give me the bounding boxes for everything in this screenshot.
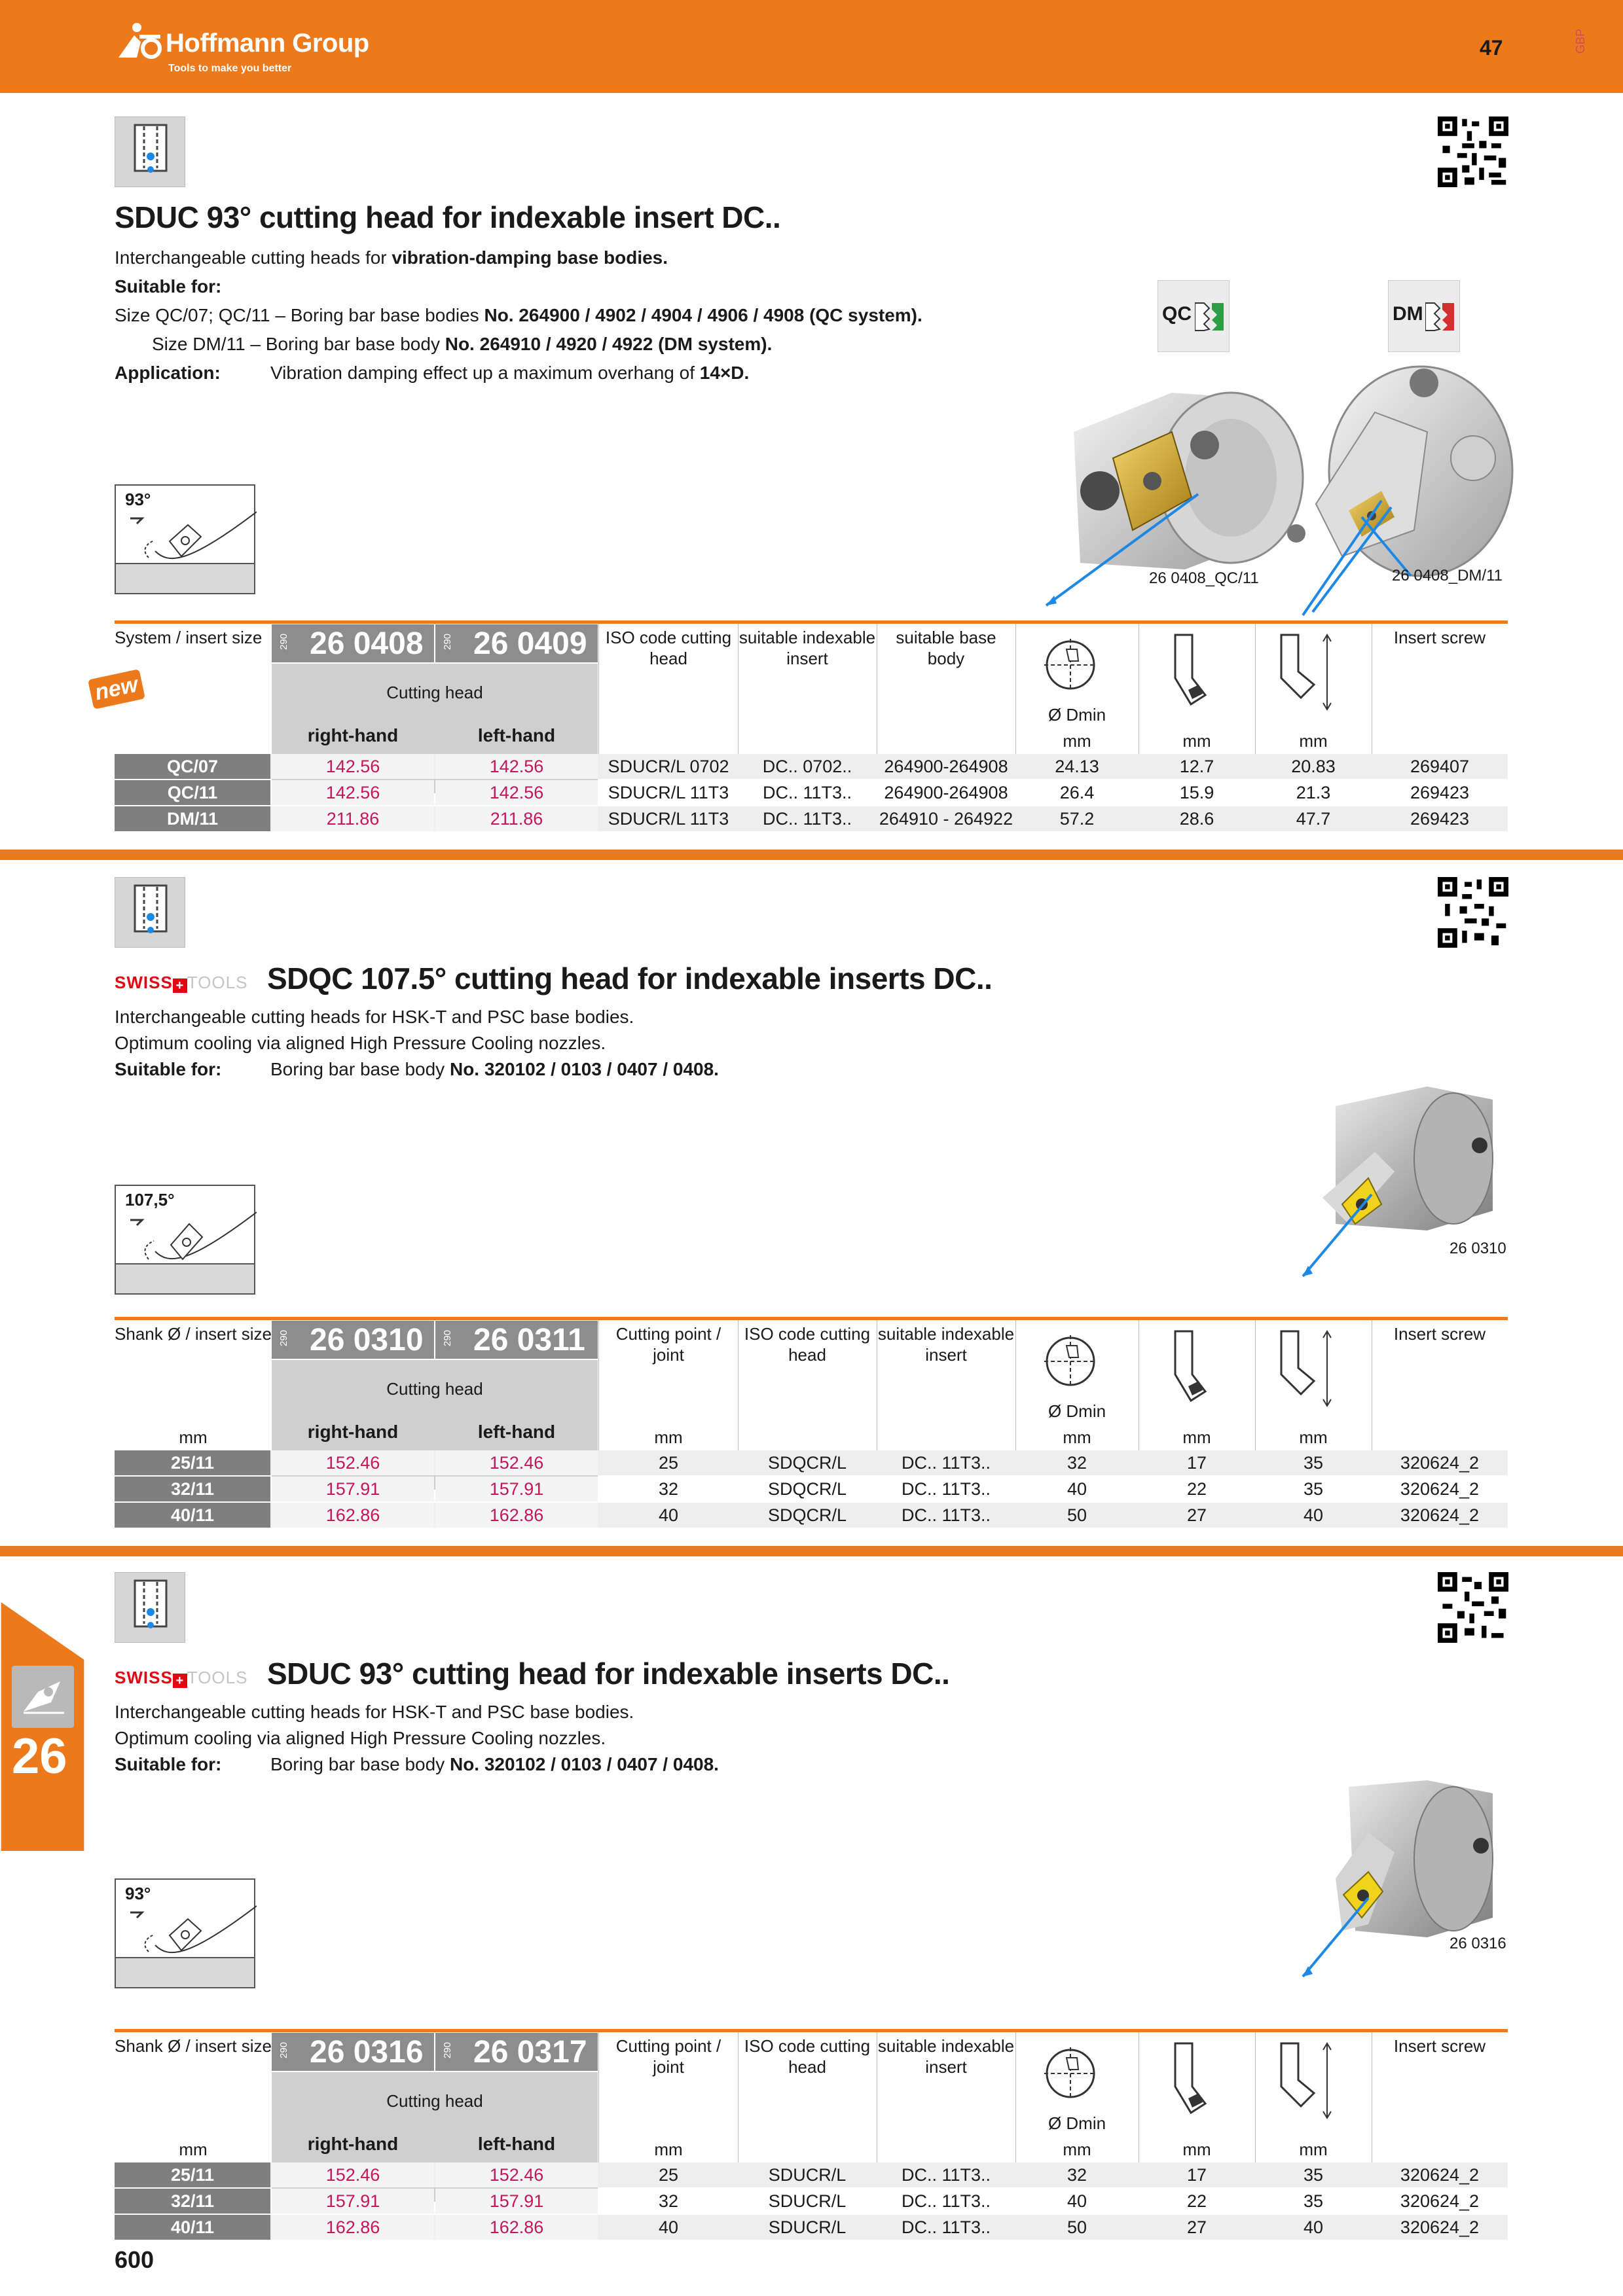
th-left-hand: left-hand bbox=[477, 725, 556, 745]
th-cutting-head: Cutting head bbox=[386, 683, 483, 702]
price-right: 162.86 bbox=[272, 2215, 434, 2240]
cutting-point: 25 bbox=[658, 1453, 679, 1473]
price-right: 162.86 bbox=[272, 1503, 434, 1528]
section-divider bbox=[0, 1546, 1623, 1556]
th-mm-a: mm bbox=[1182, 731, 1211, 751]
iso-code: SDQCR/L bbox=[767, 1505, 847, 1525]
art-prefix: 290 bbox=[442, 2041, 454, 2059]
article-number-1: 26 0310 bbox=[310, 1323, 424, 1357]
brand-tools: TOOLS bbox=[187, 973, 248, 992]
section1-application-label: Application: bbox=[115, 363, 221, 383]
article-number-2: 26 0317 bbox=[473, 2035, 587, 2070]
brand-swiss: SWISS bbox=[115, 1668, 173, 1687]
head-length-icon bbox=[1162, 1329, 1228, 1414]
price-left: 142.56 bbox=[435, 780, 598, 805]
price-left: 162.86 bbox=[435, 1503, 598, 1528]
section1-size1-bold: No. 264900 / 4902 / 4904 / 4906 / 4908 (QC system). bbox=[484, 305, 922, 325]
screw: 269407 bbox=[1410, 757, 1470, 776]
article-number-2: 26 0311 bbox=[473, 1323, 585, 1357]
section1-suitable-label: Suitable for: bbox=[115, 276, 222, 296]
price-right: 152.46 bbox=[272, 1450, 434, 1475]
row-size: QC/07 bbox=[115, 754, 270, 779]
dim-b: 40 bbox=[1303, 2217, 1324, 2237]
new-badge: new bbox=[88, 669, 145, 709]
caption-260316: 26 0316 bbox=[1450, 1935, 1506, 1952]
section2-table bbox=[115, 1317, 1508, 1530]
section3-suitable: Boring bar base body bbox=[270, 1754, 450, 1774]
table-row[interactable] bbox=[115, 2162, 1508, 2187]
section2-suitable: Boring bar base body bbox=[270, 1059, 450, 1079]
table-row[interactable] bbox=[115, 754, 1508, 779]
dmin-diagram-icon bbox=[1038, 636, 1110, 695]
price-right: 152.46 bbox=[272, 2162, 434, 2187]
row-size: QC/11 bbox=[115, 780, 270, 805]
section1-size2: Size DM/11 – Boring bar base body bbox=[152, 334, 445, 354]
screw: 269423 bbox=[1410, 809, 1470, 829]
price-right: 157.91 bbox=[272, 2189, 434, 2214]
insert: DC.. 11T3.. bbox=[762, 809, 852, 829]
th-mm-dmin: mm bbox=[1063, 731, 1091, 751]
qc-badge-label: QC bbox=[1162, 303, 1192, 325]
th-mm-b: mm bbox=[1299, 1427, 1328, 1447]
th-suitable-insert: suitable indexable insert bbox=[877, 1324, 1015, 1365]
article-260311[interactable] bbox=[435, 1321, 598, 1359]
section1-application-bold: 14×D. bbox=[699, 363, 750, 383]
section2-line1: Interchangeable cutting heads for HSK-T and PSC base bodies. bbox=[115, 1007, 634, 1027]
price-right: 211.86 bbox=[272, 806, 434, 831]
dim-a: 15.9 bbox=[1179, 783, 1214, 802]
dmin: 50 bbox=[1067, 1505, 1087, 1525]
base-body: 264900-264908 bbox=[884, 757, 1008, 776]
section1-size2-bold: No. 264910 / 4920 / 4922 (DM system). bbox=[445, 334, 773, 354]
swiss-tools-logo bbox=[115, 1668, 247, 1688]
brand-swiss: SWISS bbox=[115, 973, 173, 992]
section3-line1: Interchangeable cutting heads for HSK-T and PSC base bodies. bbox=[115, 1702, 634, 1722]
cutting-point: 32 bbox=[658, 2191, 679, 2211]
th-mm-dmin: mm bbox=[1063, 1427, 1091, 1447]
iso-code: SDQCR/L bbox=[767, 1479, 847, 1499]
th-insert-screw: Insert screw bbox=[1393, 2036, 1486, 2056]
row-size: 32/11 bbox=[115, 1477, 270, 1501]
article-number-2: 26 0409 bbox=[473, 626, 587, 661]
dmin-diagram-icon bbox=[1038, 2045, 1110, 2104]
screw: 320624_2 bbox=[1400, 2165, 1480, 2185]
iso-code: SDUCR/L 11T3 bbox=[608, 783, 729, 802]
insert: DC.. 11T3.. bbox=[901, 2217, 991, 2237]
table-row[interactable] bbox=[115, 1450, 1508, 1475]
price-right: 142.56 bbox=[272, 780, 434, 805]
th-cutting-point: Cutting point / joint bbox=[615, 2036, 721, 2077]
th-mm-a: mm bbox=[1182, 2140, 1211, 2159]
th-mm-shank: mm bbox=[179, 2140, 208, 2159]
dmin: 24.13 bbox=[1055, 757, 1099, 776]
dim-a: 17 bbox=[1186, 2165, 1207, 2185]
price-right: 157.91 bbox=[272, 1477, 434, 1501]
dmin: 32 bbox=[1067, 1453, 1087, 1473]
row-size: DM/11 bbox=[115, 806, 270, 831]
brand-tagline: Tools to make you better bbox=[168, 63, 292, 74]
insert: DC.. 11T3.. bbox=[901, 2165, 991, 2185]
iso-code: SDUCR/L bbox=[768, 2165, 847, 2185]
section3-suitable-label: Suitable for: bbox=[115, 1754, 222, 1774]
insert: DC.. 11T3.. bbox=[762, 783, 852, 802]
section3-table bbox=[115, 2029, 1508, 2242]
th-mm-cut: mm bbox=[654, 1427, 683, 1447]
section2-angle-label: 107,5° bbox=[125, 1190, 175, 1210]
th-iso-code: ISO code cutting head bbox=[744, 2036, 871, 2077]
head-length-icon bbox=[1162, 632, 1228, 717]
price-left: 211.86 bbox=[435, 806, 598, 831]
boring-application-icon bbox=[115, 877, 185, 948]
section3-angle-label: 93° bbox=[125, 1884, 151, 1903]
section3-angle-diagram bbox=[115, 1878, 255, 1988]
article-number-1: 26 0408 bbox=[310, 626, 424, 661]
head-height-icon bbox=[1275, 632, 1347, 717]
th-dmin: Ø Dmin bbox=[1048, 1401, 1106, 1421]
table-row[interactable] bbox=[115, 780, 1508, 805]
price-left: 152.46 bbox=[435, 2162, 598, 2187]
article-260316[interactable] bbox=[272, 2033, 434, 2071]
section1-line1-bold: vibration-damping base bodies. bbox=[392, 247, 668, 268]
screw: 320624_2 bbox=[1400, 1479, 1480, 1499]
brand-tools: TOOLS bbox=[187, 1668, 248, 1687]
head-height-icon bbox=[1275, 1329, 1347, 1414]
dmin: 26.4 bbox=[1059, 783, 1095, 802]
dm-system-badge bbox=[1388, 280, 1460, 352]
qr-code-icon[interactable] bbox=[1438, 117, 1508, 187]
screw: 320624_2 bbox=[1400, 2191, 1480, 2211]
dim-a: 17 bbox=[1186, 1453, 1207, 1473]
dim-b: 35 bbox=[1303, 1479, 1324, 1499]
th-shank: Shank Ø / insert size bbox=[115, 2036, 272, 2056]
th-suitable-insert: suitable indexable insert bbox=[877, 2036, 1015, 2077]
row-size: 25/11 bbox=[115, 1450, 270, 1475]
th-cutting-head: Cutting head bbox=[386, 1379, 483, 1399]
th-iso-code: ISO code cutting head bbox=[744, 1324, 871, 1365]
th-mm-b: mm bbox=[1299, 731, 1328, 751]
iso-code: SDUCR/L bbox=[768, 2191, 847, 2211]
base-body: 264910 - 264922 bbox=[879, 809, 1013, 829]
screw: 320624_2 bbox=[1400, 1453, 1480, 1473]
header-bar bbox=[0, 0, 1623, 93]
th-shank: Shank Ø / insert size bbox=[115, 1324, 272, 1344]
product-image-260316 bbox=[1296, 1774, 1506, 1990]
footer-page-number: 600 bbox=[115, 2246, 155, 2273]
th-insert-screw: Insert screw bbox=[1393, 628, 1486, 647]
section2-suitable-bold: No. 320102 / 0103 / 0407 / 0408. bbox=[449, 1059, 719, 1079]
insert: DC.. 11T3.. bbox=[901, 1479, 991, 1499]
dm-connector-icon bbox=[1425, 300, 1458, 333]
table-row[interactable] bbox=[115, 806, 1508, 831]
section3-line2: Optimum cooling via aligned High Pressure Cooling nozzles. bbox=[115, 1728, 606, 1748]
dim-b: 35 bbox=[1303, 2191, 1324, 2211]
section1-description bbox=[115, 243, 922, 387]
dim-a: 28.6 bbox=[1179, 809, 1214, 829]
row-size: 40/11 bbox=[115, 2215, 270, 2240]
th-cutting-point: Cutting point / joint bbox=[615, 1324, 721, 1365]
boring-application-icon bbox=[115, 1572, 185, 1643]
swiss-cross-icon: + bbox=[173, 978, 187, 993]
dmin-diagram-icon bbox=[1038, 1333, 1110, 1391]
row-size: 25/11 bbox=[115, 2162, 270, 2187]
dim-b: 35 bbox=[1303, 1453, 1324, 1473]
hoffmann-logo-icon bbox=[115, 21, 166, 60]
th-dmin: Ø Dmin bbox=[1048, 2113, 1106, 2133]
th-iso-code: ISO code cutting head bbox=[605, 628, 732, 668]
table-row[interactable] bbox=[115, 2189, 1508, 2214]
price-left: 157.91 bbox=[435, 2189, 598, 2214]
th-suitable-base: suitable base body bbox=[896, 628, 996, 668]
section1-line1: Interchangeable cutting heads for bbox=[115, 247, 392, 268]
dmin: 40 bbox=[1067, 2191, 1087, 2211]
dim-a: 22 bbox=[1186, 1479, 1207, 1499]
cutting-point: 32 bbox=[658, 1479, 679, 1499]
qr-code-icon[interactable] bbox=[1438, 1572, 1508, 1643]
th-dmin: Ø Dmin bbox=[1048, 705, 1106, 725]
article-260310[interactable] bbox=[272, 1321, 434, 1359]
article-260408[interactable] bbox=[272, 624, 434, 662]
th-insert-screw: Insert screw bbox=[1393, 1324, 1486, 1344]
price-right: 142.56 bbox=[272, 754, 434, 779]
dim-b: 35 bbox=[1303, 2165, 1324, 2185]
art-prefix: 290 bbox=[442, 633, 454, 651]
iso-code: SDUCR/L bbox=[768, 2217, 847, 2237]
art-prefix: 290 bbox=[442, 1329, 454, 1347]
header-page-number: 47 bbox=[1480, 36, 1503, 60]
region-code: GBP bbox=[1574, 28, 1587, 54]
th-mm-a: mm bbox=[1182, 1427, 1211, 1447]
dim-b: 47.7 bbox=[1296, 809, 1331, 829]
iso-code: SDUCR/L 11T3 bbox=[608, 809, 729, 829]
insert: DC.. 11T3.. bbox=[901, 2191, 991, 2211]
section2-suitable-label: Suitable for: bbox=[115, 1059, 222, 1079]
art-prefix: 290 bbox=[278, 2041, 290, 2059]
dim-a: 27 bbox=[1186, 2217, 1207, 2237]
caption-dm: 26 0408_DM/11 bbox=[1392, 567, 1503, 584]
section1-size1: Size QC/07; QC/11 – Boring bar base bodies bbox=[115, 305, 484, 325]
price-left: 152.46 bbox=[435, 1450, 598, 1475]
cutting-point: 40 bbox=[658, 2217, 679, 2237]
dmin: 32 bbox=[1067, 2165, 1087, 2185]
th-suitable-insert: suitable indexable insert bbox=[739, 628, 876, 668]
dim-a: 22 bbox=[1186, 2191, 1207, 2211]
row-size: 40/11 bbox=[115, 1503, 270, 1528]
screw: 320624_2 bbox=[1400, 2217, 1480, 2237]
cutting-point: 40 bbox=[658, 1505, 679, 1525]
qc-system-badge bbox=[1158, 280, 1230, 352]
boring-application-icon bbox=[115, 117, 185, 187]
section1-angle-label: 93° bbox=[125, 490, 151, 509]
art-prefix: 290 bbox=[278, 1329, 290, 1347]
th-left-hand: left-hand bbox=[477, 1422, 556, 1442]
swiss-cross-icon: + bbox=[173, 1674, 187, 1688]
section3-suitable-bold: No. 320102 / 0103 / 0407 / 0408. bbox=[449, 1754, 719, 1774]
dmin: 40 bbox=[1067, 1479, 1087, 1499]
section3-description bbox=[115, 1699, 719, 1778]
section1-table bbox=[115, 620, 1508, 834]
dim-b: 40 bbox=[1303, 1505, 1324, 1525]
iso-code: SDUCR/L 0702 bbox=[608, 757, 729, 776]
section2-title: SDQC 107.5° cutting head for indexable inserts DC.. bbox=[267, 961, 993, 996]
insert: DC.. 11T3.. bbox=[901, 1505, 991, 1525]
th-mm-cut: mm bbox=[654, 2140, 683, 2159]
screw: 269423 bbox=[1410, 783, 1470, 802]
iso-code: SDQCR/L bbox=[767, 1453, 847, 1473]
section1-application: Vibration damping effect up a maximum overhang of bbox=[270, 363, 700, 383]
dim-a: 12.7 bbox=[1179, 757, 1214, 776]
hoffmann-logo[interactable] bbox=[115, 17, 416, 79]
price-left: 142.56 bbox=[435, 754, 598, 779]
section1-title: SDUC 93° cutting head for indexable insert DC.. bbox=[115, 200, 781, 234]
section2-angle-diagram bbox=[115, 1185, 255, 1295]
dim-b: 20.83 bbox=[1291, 757, 1336, 776]
price-left: 157.91 bbox=[435, 1477, 598, 1501]
turning-tool-icon bbox=[12, 1666, 74, 1728]
th-right-hand: right-hand bbox=[307, 725, 399, 745]
section2-line2: Optimum cooling via aligned High Pressure Cooling nozzles. bbox=[115, 1033, 606, 1053]
product-image-260310 bbox=[1296, 1080, 1506, 1289]
dmin: 50 bbox=[1067, 2217, 1087, 2237]
th-system: System / insert size bbox=[115, 628, 263, 647]
insert: DC.. 11T3.. bbox=[901, 1453, 991, 1473]
section2-description bbox=[115, 1004, 719, 1083]
table-row[interactable] bbox=[115, 1477, 1508, 1501]
article-260409[interactable] bbox=[435, 624, 598, 662]
th-cutting-head: Cutting head bbox=[386, 2091, 483, 2111]
qr-code-icon[interactable] bbox=[1438, 877, 1508, 948]
base-body: 264900-264908 bbox=[884, 783, 1008, 802]
article-number-1: 26 0316 bbox=[310, 2035, 424, 2070]
art-prefix: 290 bbox=[278, 633, 290, 651]
th-right-hand: right-hand bbox=[307, 1422, 399, 1442]
section-divider bbox=[0, 850, 1623, 860]
dmin: 57.2 bbox=[1059, 809, 1095, 829]
th-right-hand: right-hand bbox=[307, 2134, 399, 2154]
head-length-icon bbox=[1162, 2041, 1228, 2126]
table-row[interactable] bbox=[115, 2215, 1508, 2240]
qc-connector-icon bbox=[1195, 300, 1228, 333]
dm-badge-label: DM bbox=[1393, 303, 1423, 325]
dim-b: 21.3 bbox=[1296, 783, 1331, 802]
screw: 320624_2 bbox=[1400, 1505, 1480, 1525]
cutting-point: 25 bbox=[658, 2165, 679, 2185]
price-left: 162.86 bbox=[435, 2215, 598, 2240]
caption-qc: 26 0408_QC/11 bbox=[1149, 569, 1259, 587]
section1-angle-diagram bbox=[115, 484, 255, 594]
insert: DC.. 0702.. bbox=[762, 757, 852, 776]
th-left-hand: left-hand bbox=[477, 2134, 556, 2154]
chapter-number: 26 bbox=[12, 1729, 67, 1784]
th-mm-b: mm bbox=[1299, 2140, 1328, 2159]
article-260317[interactable] bbox=[435, 2033, 598, 2071]
head-height-icon bbox=[1275, 2041, 1347, 2126]
caption-260310: 26 0310 bbox=[1450, 1240, 1506, 1257]
section3-title: SDUC 93° cutting head for indexable inserts DC.. bbox=[267, 1657, 950, 1691]
row-size: 32/11 bbox=[115, 2189, 270, 2214]
th-mm-shank: mm bbox=[179, 1427, 208, 1447]
dim-a: 27 bbox=[1186, 1505, 1207, 1525]
brand-name: Hoffmann Group bbox=[166, 29, 369, 58]
swiss-tools-logo bbox=[115, 973, 247, 993]
th-mm-dmin: mm bbox=[1063, 2140, 1091, 2159]
table-row[interactable] bbox=[115, 1503, 1508, 1528]
